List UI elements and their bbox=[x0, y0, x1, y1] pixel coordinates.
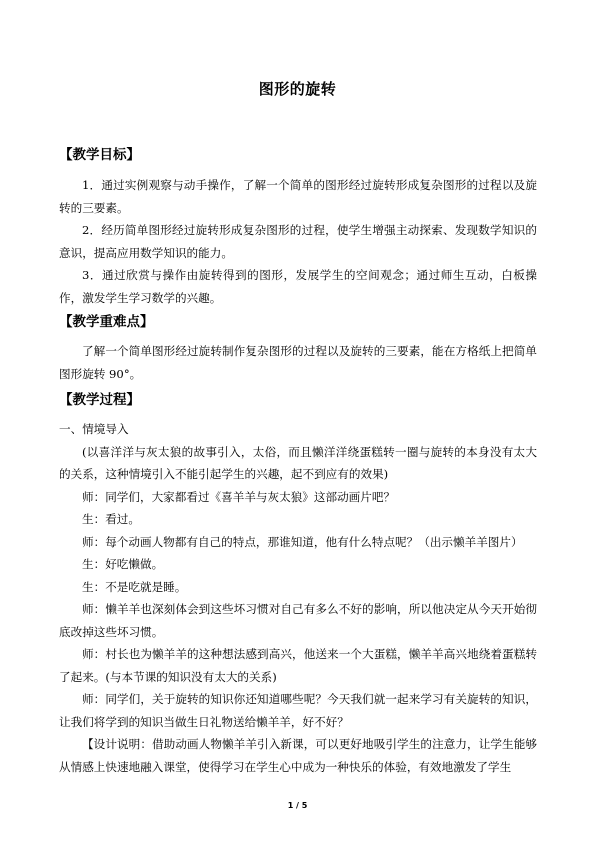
process-line: 生：好吃懒做。 bbox=[82, 557, 164, 571]
document-title: 图形的旋转 bbox=[258, 80, 337, 98]
process-line: (以喜洋洋与灰太狼的故事引入，太俗，而且懒洋洋绕蛋糕转一圈与旋转的本身没有太大的关系，这种情境引入不能引起学生的兴趣，起不到应有的效果) bbox=[59, 444, 537, 481]
goal-paragraph-2: 2．经历简单图形经过旋转形成复杂图形的过程，使学生增强主动探索、发现数学知识的意识，提高应用数学知识的能力。 bbox=[59, 223, 537, 260]
process-line: 师：村长也为懒羊羊的这种想法感到高兴，他送来一个大蛋糕，懒羊羊高兴地绕着蛋糕转了起来。(与本节课的知识没有太大的关系) bbox=[59, 647, 537, 684]
process-subheading-intro: 一、情境导入 bbox=[59, 422, 129, 436]
process-line: 师：懒羊羊也深刻体会到这些坏习惯对自己有多么不好的影响，所以他决定从今天开始彻底改掉这些坏习惯。 bbox=[59, 602, 537, 639]
section-heading-process: 【教学过程】 bbox=[59, 392, 140, 408]
section-heading-goals: 【教学目标】 bbox=[59, 147, 140, 163]
goal-paragraph-1: 1．通过实例观察与动手操作，了解一个简单的图形经过旋转形成复杂图形的过程以及旋转的三要素。 bbox=[59, 178, 537, 215]
document-body bbox=[59, 145, 537, 778]
process-line: 生：不是吃就是睡。 bbox=[82, 579, 187, 594]
section-heading-keypoints: 【教学重难点】 bbox=[59, 314, 154, 330]
keypoints-paragraph: 了解一个简单图形经过旋转制作复杂图形的过程以及旋转的三要素，能在方格纸上把简单图形旋转 90°。 bbox=[59, 344, 537, 381]
process-line: 【设计说明：借助动画人物懒羊羊引入新课，可以更好地吸引学生的注意力，让学生能够从情感上快速地融入课堂，使得学习在学生心中成为一种快乐的体验，有效地激发了学生 bbox=[59, 737, 537, 774]
process-line: 生：看过。 bbox=[82, 512, 140, 526]
page-number: 1 / 5 bbox=[287, 801, 308, 810]
process-line: 师：同学们，关于旋转的知识你还知道哪些呢？今天我们就一起来学习有关旋转的知识，让我们将学到的知识当做生日礼物送给懒羊羊，好不好？ bbox=[59, 692, 537, 729]
goal-paragraph-3: 3．通过欣赏与操作由旋转得到的图形，发展学生的空间观念；通过师生互动，白板操作，激发学生学习数学的兴趣。 bbox=[59, 268, 537, 305]
process-line: 师：每个动画人物都有自己的特点，那谁知道，他有什么特点呢？（出示懒羊羊图片） bbox=[82, 534, 523, 549]
process-line: 师：同学们，大家都看过《喜羊羊与灰太狼》这部动画片吧？ bbox=[82, 489, 396, 504]
